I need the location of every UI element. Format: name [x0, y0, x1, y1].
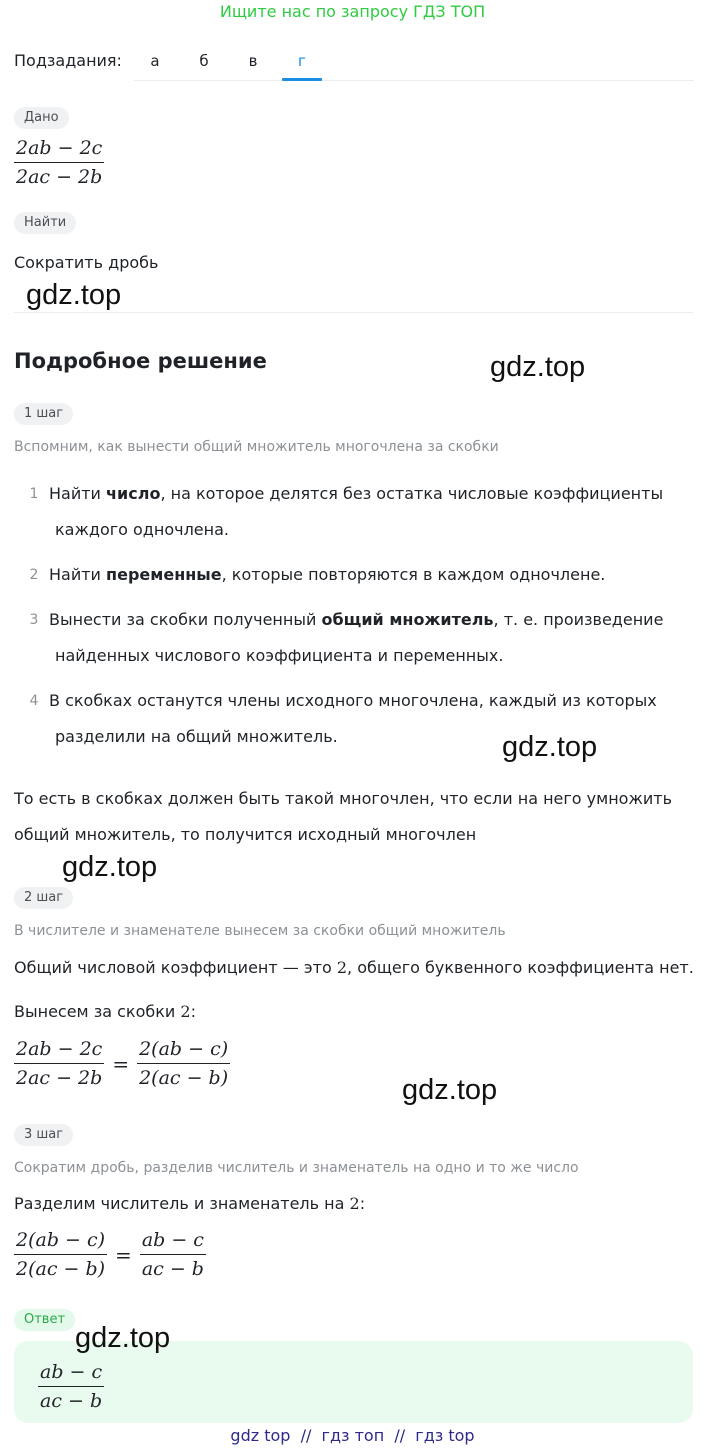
tab-subtask-g[interactable]: г [298, 52, 306, 70]
step-1-paragraph-line-2: общий множитель, то получится исходный многочлен [14, 825, 477, 844]
denominator: 2(ac − b) [16, 1258, 106, 1280]
denominator: 2(ac − b) [139, 1067, 229, 1089]
given-badge: Дано [14, 107, 69, 129]
numerator: ab − c [140, 1228, 206, 1255]
tabs-divider [134, 80, 694, 81]
list-item [49, 557, 605, 593]
fraction [14, 1037, 104, 1090]
text-segment: Вынесем за скобки [14, 1002, 181, 1021]
fraction [14, 1228, 107, 1281]
equals-sign: = [112, 1051, 130, 1076]
step-3-hint: Сократим дробь, разделив числитель и знаменатель на одно и то же число [14, 1160, 579, 1176]
list-item-text: Найти [49, 565, 107, 584]
list-item-text: , на которое делятся без остатка числовые коэффициенты [160, 484, 664, 503]
text-segment: , общего буквенного коэффициента нет. [347, 958, 694, 977]
tab-subtask-b[interactable]: б [199, 52, 209, 70]
step-2-text-2 [14, 1001, 196, 1023]
watermark: gdz.top [502, 731, 598, 763]
watermark: gdz.top [62, 851, 158, 883]
find-text: Сократить дробь [14, 253, 159, 272]
denominator: ac − b [141, 1258, 204, 1280]
numerator: 2(ab − c) [137, 1037, 230, 1064]
text-segment: Общий числовой коэффициент — это [14, 958, 337, 977]
search-hint-banner: Ищите нас по запросу ГДЗ ТОП [219, 2, 486, 21]
watermark: gdz.top [402, 1074, 498, 1106]
footer-links: gdz top // гдз топ // гдз top [230, 1426, 475, 1445]
step-1-badge: 1 шаг [14, 403, 73, 425]
list-item-continuation: разделили на общий множитель. [55, 727, 338, 746]
watermark: gdz.top [26, 279, 122, 311]
list-item-number: 1 [29, 486, 39, 502]
given-numerator: 2ab − 2c [14, 136, 104, 163]
step-3-badge: 3 шаг [14, 1124, 73, 1146]
step-2-text-1 [14, 957, 694, 979]
numerator: 2(ab − c) [14, 1228, 107, 1255]
step-1-paragraph-line-1: То есть в скобках должен быть такой многочлен, что если на него умножить [14, 789, 673, 808]
given-fraction [14, 136, 104, 189]
list-item-bold: число [106, 484, 161, 503]
answer-numerator: ab − c [38, 1360, 104, 1387]
list-item [49, 602, 663, 638]
step-2-equation [14, 1037, 230, 1090]
list-item-text: , т. е. произведение [493, 610, 664, 629]
text-segment: Разделим числитель и знаменатель на [14, 1194, 350, 1213]
list-item [49, 476, 663, 512]
watermark: gdz.top [490, 351, 586, 383]
list-item-continuation: каждого одночлена. [55, 520, 229, 539]
answer-denominator: ac − b [40, 1390, 103, 1412]
fraction [137, 1037, 230, 1090]
list-item: В скобках останутся члены исходного многочлена, каждый из которых [49, 691, 657, 710]
given-denominator: 2ac − 2b [16, 166, 103, 188]
list-item-text: , которые повторяются в каждом одночлене. [221, 565, 606, 584]
step-1-hint: Вспомним, как вынести общий множитель многочлена за скобки [14, 439, 499, 455]
denominator: 2ac − 2b [16, 1067, 103, 1089]
tab-subtask-a[interactable]: а [150, 52, 160, 70]
numerator: 2ab − 2c [14, 1037, 104, 1064]
fraction [140, 1228, 206, 1281]
list-item-number: 3 [29, 612, 39, 628]
watermark: gdz.top [75, 1322, 171, 1354]
section-divider [14, 312, 693, 313]
active-tab-indicator [282, 78, 322, 81]
step-2-hint: В числителе и знаменателе вынесем за скобки общий множитель [14, 923, 506, 939]
math-number: 2 [180, 1002, 191, 1021]
step-3-equation [14, 1228, 206, 1281]
list-item-number: 2 [29, 567, 39, 583]
answer-badge: Ответ [14, 1309, 75, 1331]
math-number: 2 [349, 1194, 360, 1213]
equals-sign: = [115, 1242, 132, 1267]
text-segment: : [190, 1002, 196, 1021]
list-item-bold: общий множитель [321, 610, 494, 629]
subtasks-label: Подзадания: [14, 51, 122, 70]
list-item-text: Найти [49, 484, 107, 503]
answer-fraction [38, 1360, 104, 1413]
tab-subtask-v[interactable]: в [248, 52, 258, 70]
step-3-text [14, 1193, 365, 1215]
list-item-continuation: найденных числового коэффициента и переменных. [55, 646, 504, 665]
step-2-badge: 2 шаг [14, 887, 73, 909]
list-item-number: 4 [29, 693, 39, 709]
math-number: 2 [336, 958, 348, 977]
list-item-bold: переменные [106, 565, 222, 584]
list-item-text: Вынести за скобки полученный [49, 610, 322, 629]
find-badge: Найти [14, 212, 76, 234]
text-segment: : [359, 1194, 366, 1213]
solution-title: Подробное решение [14, 349, 267, 373]
